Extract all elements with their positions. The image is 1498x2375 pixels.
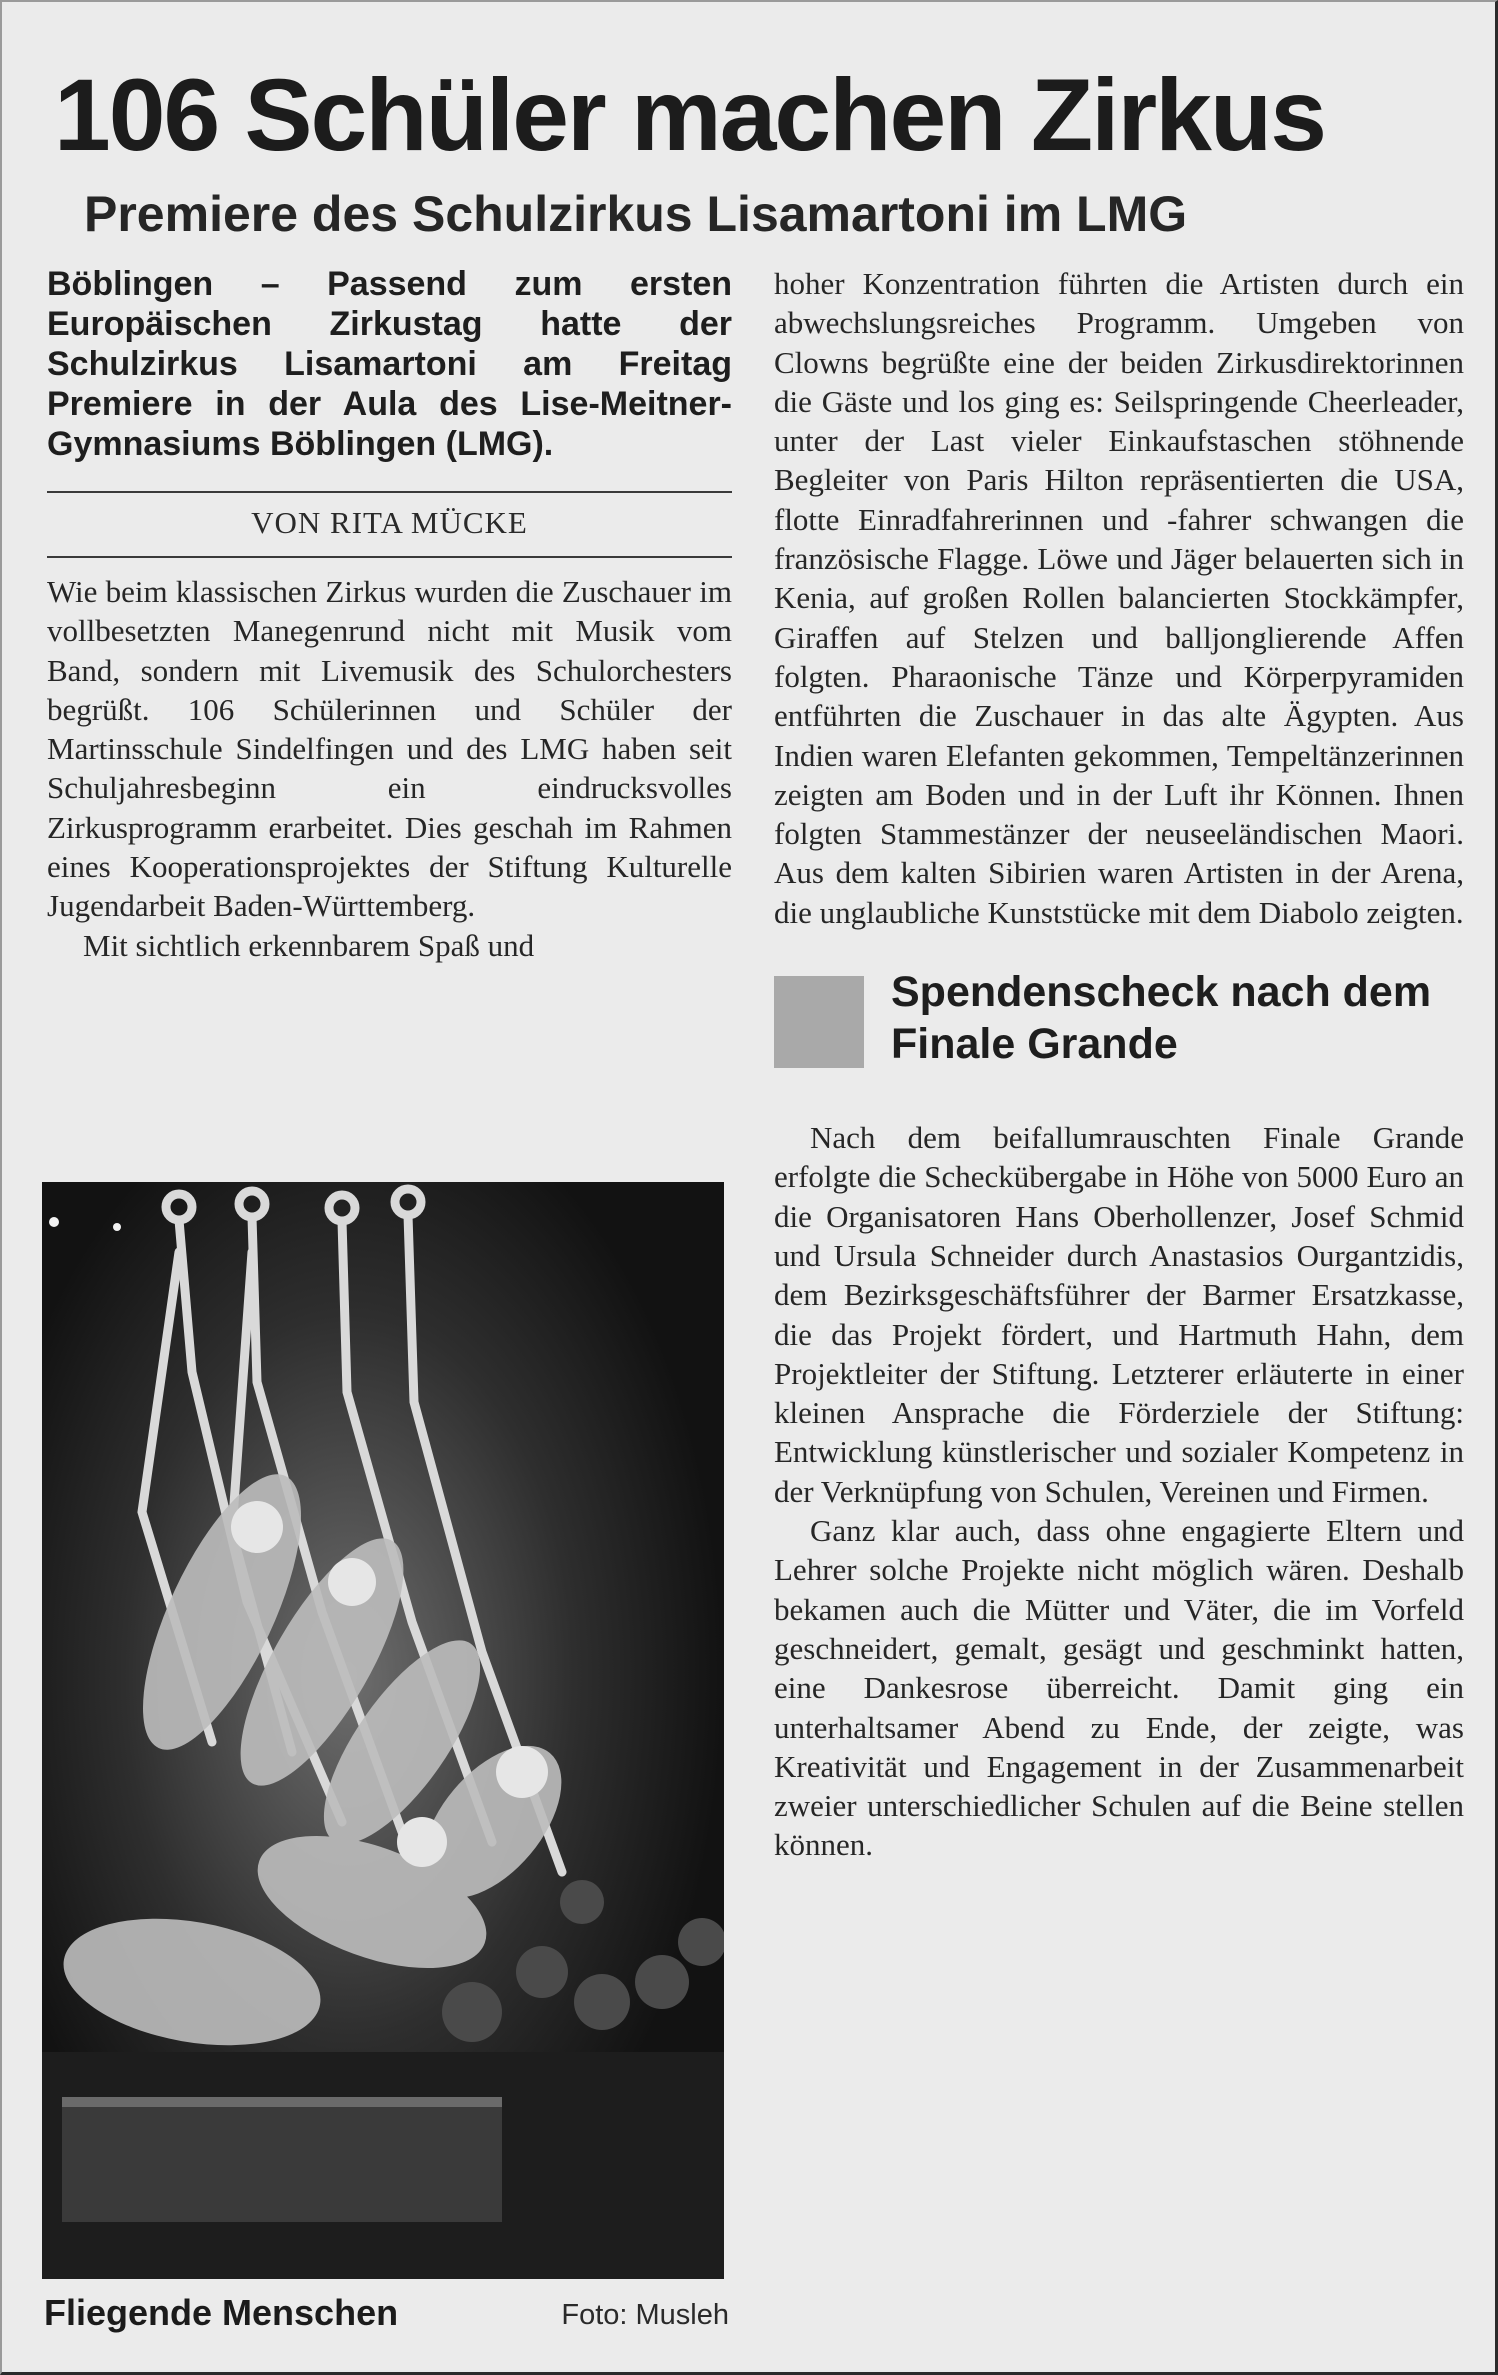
article-lead: Böblingen – Passend zum ersten Europäischen Zirkustag hatte der Schulzirkus Lisamartoni am Freitag Premiere in der Aula des Lise-Meitner-Gymnasiums Böblingen (LMG). xyxy=(47,265,732,463)
subheading-marker xyxy=(774,976,864,1068)
article-byline: VON RITA MÜCKE xyxy=(251,505,528,540)
byline-rule-bottom xyxy=(47,556,732,558)
left-column xyxy=(47,264,732,965)
subheading-title: Spendenscheck nach dem Finale Grande xyxy=(891,968,1432,1069)
subheading-block xyxy=(774,966,1464,1096)
photo-credit: Foto: Musleh xyxy=(561,2299,729,2331)
photo-caption xyxy=(44,2291,729,2335)
caption-title: Fliegende Menschen xyxy=(44,2292,399,2333)
body-paragraph-2-start: Mit sichtlich erkennbarem Spaß und xyxy=(83,927,535,963)
article-headline: 106 Schüler machen Zirkus xyxy=(54,58,1325,172)
right-column xyxy=(774,264,1464,1865)
article-photo xyxy=(42,1182,724,2279)
trapeze-artists-photo xyxy=(42,1182,724,2279)
article-subheadline: Premiere des Schulzirkus Lisamartoni im LMG xyxy=(84,186,1188,242)
body-paragraph-2-continued: hoher Konzentration führten die Artisten durch ein abwechslungsreiches Programm. Umgeben von Clowns begrüßte eine der beiden Zirkusdirektorinnen die Gäste und los ging es: Seilspringende Cheerleader, unter der Last vieler Einkaufstaschen stöhnende Begleiter von Paris Hilton repräsentierten die USA, flotte Einradfahrerinnen und -fahrer schwangen die französische Flagge. Löwe und Jäger belauerten sich in Kenia, auf großen Rollen balancierten Stockkämpfer, Giraffen auf Stelzen und balljonglierende Affen folgten. Pharaonische Tänze und Körperpyramiden entführten die Zuschauer in das alte Ägypten. Aus Indien waren Elefanten gekommen, Tempeltänzerinnen zeigten am Boden und in der Luft ihr Können. Ihnen folgten Stammestänzer der neuseeländischen Maori. Aus dem kalten Sibirien waren Artisten in der Arena, die unglaubliche Kunststücke mit dem Diabolo zeigten. xyxy=(774,266,1464,930)
body-paragraph-3: Nach dem beifallumrauschten Finale Grande erfolgte die Scheckübergabe in Höhe von 5000 Euro an die Organisatoren Hans Oberhollenzer, Josef Schmid und Ursula Schneider durch Anastasios Ourgantzidis, dem Bezirksgeschäftsführer der Barmer Ersatzkasse, die das Projekt fördert, und Hartmuth Hahn, dem Projektleiter der Stiftung. Letzterer erläuterte in einer kleinen Ansprache die Förderziele der Stiftung: Entwicklung künstlerischer und sozialer Kompetenz in der Verknüpfung von Schulen, Vereinen und Firmen. xyxy=(774,1120,1464,1509)
body-paragraph-4: Ganz klar auch, dass ohne engagierte Eltern und Lehrer solche Projekte nicht möglich wären. Deshalb bekamen auch die Mütter und Väter, die im Vorfeld geschneidert, gemalt, gesägt und geschminkt hatten, eine Dankesrose überreicht. Damit ging ein unterhaltsamer Abend zu Ende, der zeigte, was Kreativität und Engagement in der Zusammenarbeit zweier unterschiedlicher Schulen auf die Beine stellen können. xyxy=(774,1513,1464,1863)
body-paragraph-1: Wie beim klassischen Zirkus wurden die Zuschauer im vollbesetzten Manegenrund nicht mit Musik vom Band, sondern mit Livemusik des Schulorchesters begrüßt. 106 Schülerinnen und Schüler der Martinsschule Sindelfingen und des LMG haben seit Schuljahresbeginn ein eindrucksvolles Zirkusprogramm erarbeitet. Dies geschah im Rahmen eines Kooperationsprojektes der Stiftung Kulturelle Jugendarbeit Baden-Württemberg. xyxy=(47,574,732,924)
